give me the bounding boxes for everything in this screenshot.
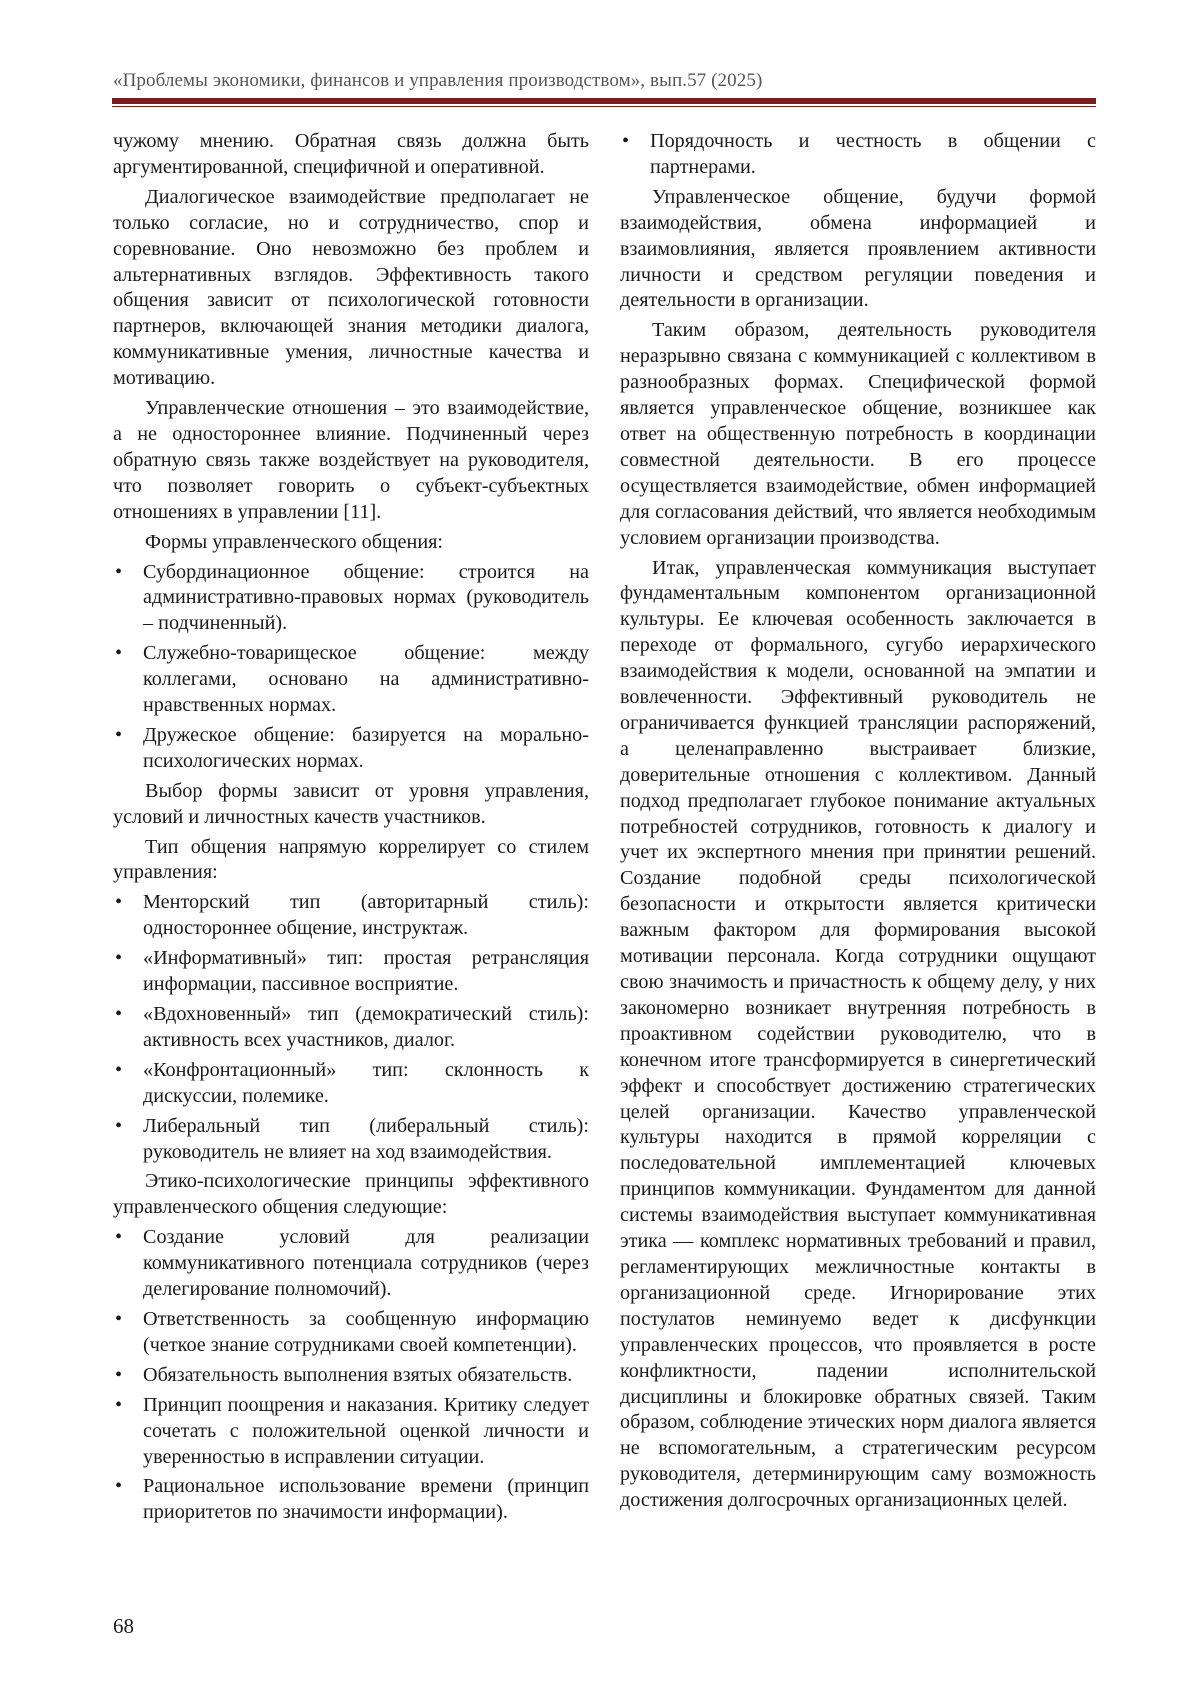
- forms-list: [113, 560, 589, 775]
- list-item: • «Вдохновенный» тип (демократический стиль): активность всех участников, диалог.: [113, 1002, 589, 1054]
- paragraph: Таким образом, деятельность руководителя неразрывно связана с коммуникацией с коллективом в разнообразных формах. Специфической формой является управленческое общение, возникшее как ответ на общественную потребность в координации совместной деятельности. В его процессе осуществляется взаимодействие, обмен информацией для согласования действий, что является необходимым условием организации производства.: [620, 319, 1096, 549]
- left-column: [113, 129, 589, 1530]
- right-column: [620, 129, 1096, 1518]
- journal-header: «Проблемы экономики, финансов и управления производством», вып.57 (2025): [113, 70, 763, 91]
- types-list: [113, 890, 589, 1165]
- list-item: • Ответственность за сообщенную информацию (четкое знание сотрудниками своей компетенции).: [113, 1307, 589, 1359]
- paragraph: Итак, управленческая коммуникация выступает фундаментальным компонентом организационной культуры. Ее ключевая особенность заключается в переходе от формального, сугубо иерархического взаимодействия к модели, основанной на эмпатии и вовлеченности. Эффективный руководитель не ограничивается функцией трансляции распоряжений, а целенаправленно выстраивает близкие, доверительные отношения с коллективом. Данный подход предполагает глубокое понимание актуальных потребностей сотрудников, готовность к диалогу и учет их экспертного мнения при принятии решений. Создание подобной среды психологической безопасности и открытости является критически важным фактором для формирования высокой мотивации персонала. Когда сотрудники ощущают свою значимость и причастность к общему делу, у них закономерно возникает внутренняя потребность в проактивном содействии руководителю, что в конечном итоге трансформируется в синергетический эффект и способствует достижению стратегических целей организации. Качество управленческой культуры находится в прямой корреляции с последовательной имплементацией ключевых принципов коммуникации. Фундаментом для данной системы взаимодействия выступает коммуникативная этика — комплекс нормативных требований и правил, регламентирующих межличностные контакты в организационной среде. Игнорирование этих постулатов неминуемо ведет к дисфункции управленческих процессов, что проявляется в росте конфликтности, падении исполнительской дисциплины и блокировке обратных связей. Таким образом, соблюдение этических норм диалога является не вспомогательным, а стратегическим ресурсом руководителя, детерминирующим саму возможность достижения долгосрочных организационных целей.: [620, 556, 1096, 1512]
- list-item: • Служебно-товарищеское общение: между коллегами, основано на административно-нравственных нормах.: [113, 641, 589, 719]
- page-number: 68: [113, 1614, 134, 1638]
- list-item: • Создание условий для реализации коммуникативного потенциала сотрудников (через делегирование полномочий).: [113, 1225, 589, 1303]
- header-rule-thin: [112, 106, 1096, 107]
- list-item: • Субординационное общение: строится на административно-правовых нормах (руководитель – подчиненный).: [113, 560, 589, 638]
- list-item: • Рациональное использование времени (принцип приоритетов по значимости информации).: [113, 1474, 589, 1526]
- list-intro: Формы управленческого общения:: [145, 530, 444, 553]
- list-item: • «Информативный» тип: простая ретрансляция информации, пассивное восприятие.: [113, 946, 589, 998]
- list-item: • Менторский тип (авторитарный стиль): одностороннее общение, инструктаж.: [113, 890, 589, 942]
- list-item: • Принцип поощрения и наказания. Критику следует сочетать с положительной оценкой личности и уверенностью в исправлении ситуации.: [113, 1393, 589, 1471]
- paragraph: Этико-психологические принципы эффективного управленческого общения следующие:: [113, 1170, 589, 1219]
- list-item: • Либеральный тип (либеральный стиль): руководитель не влияет на ход взаимодействия.: [113, 1114, 589, 1166]
- paragraph: Тип общения напрямую коррелирует со стилем управления:: [113, 835, 589, 884]
- list-item: • Порядочность и честность в общении с партнерами.: [620, 129, 1096, 181]
- paragraph: чужому мнению. Обратная связь должна быть аргументированной, специфичной и оперативной.: [113, 130, 589, 178]
- paragraph: Диалогическое взаимодействие предполагает не только согласие, но и сотрудничество, спор и соревнование. Оно невозможно без проблем и альтернативных взглядов. Эффективность такого общения зависит от психологической готовности партнеров, включающей знания методики диалога, коммуникативные умения, личностные качества и мотивацию.: [113, 185, 589, 390]
- principles-list: [113, 1225, 589, 1526]
- principles-list-continued: [620, 129, 1096, 181]
- list-item: • Обязательность выполнения взятых обязательств.: [113, 1363, 589, 1389]
- list-item: • Дружеское общение: базируется на морально-психологических нормах.: [113, 723, 589, 775]
- paragraph: Управленческое общение, будучи формой взаимодействия, обмена информацией и взаимовлияния, является проявлением активности личности и средством регуляции поведения и деятельности в организации.: [620, 185, 1096, 312]
- list-item: • «Конфронтационный» тип: склонность к дискуссии, полемике.: [113, 1058, 589, 1110]
- paragraph: Выбор формы зависит от уровня управления, условий и личностных качеств участников.: [113, 779, 589, 828]
- paragraph: Управленческие отношения – это взаимодействие, а не одностороннее влияние. Подчиненный через обратную связь также воздействует на руководителя, что позволяет говорить о субъект-субъектных отношениях в управлении [11].: [113, 397, 589, 523]
- header-rule-thick: [112, 98, 1096, 104]
